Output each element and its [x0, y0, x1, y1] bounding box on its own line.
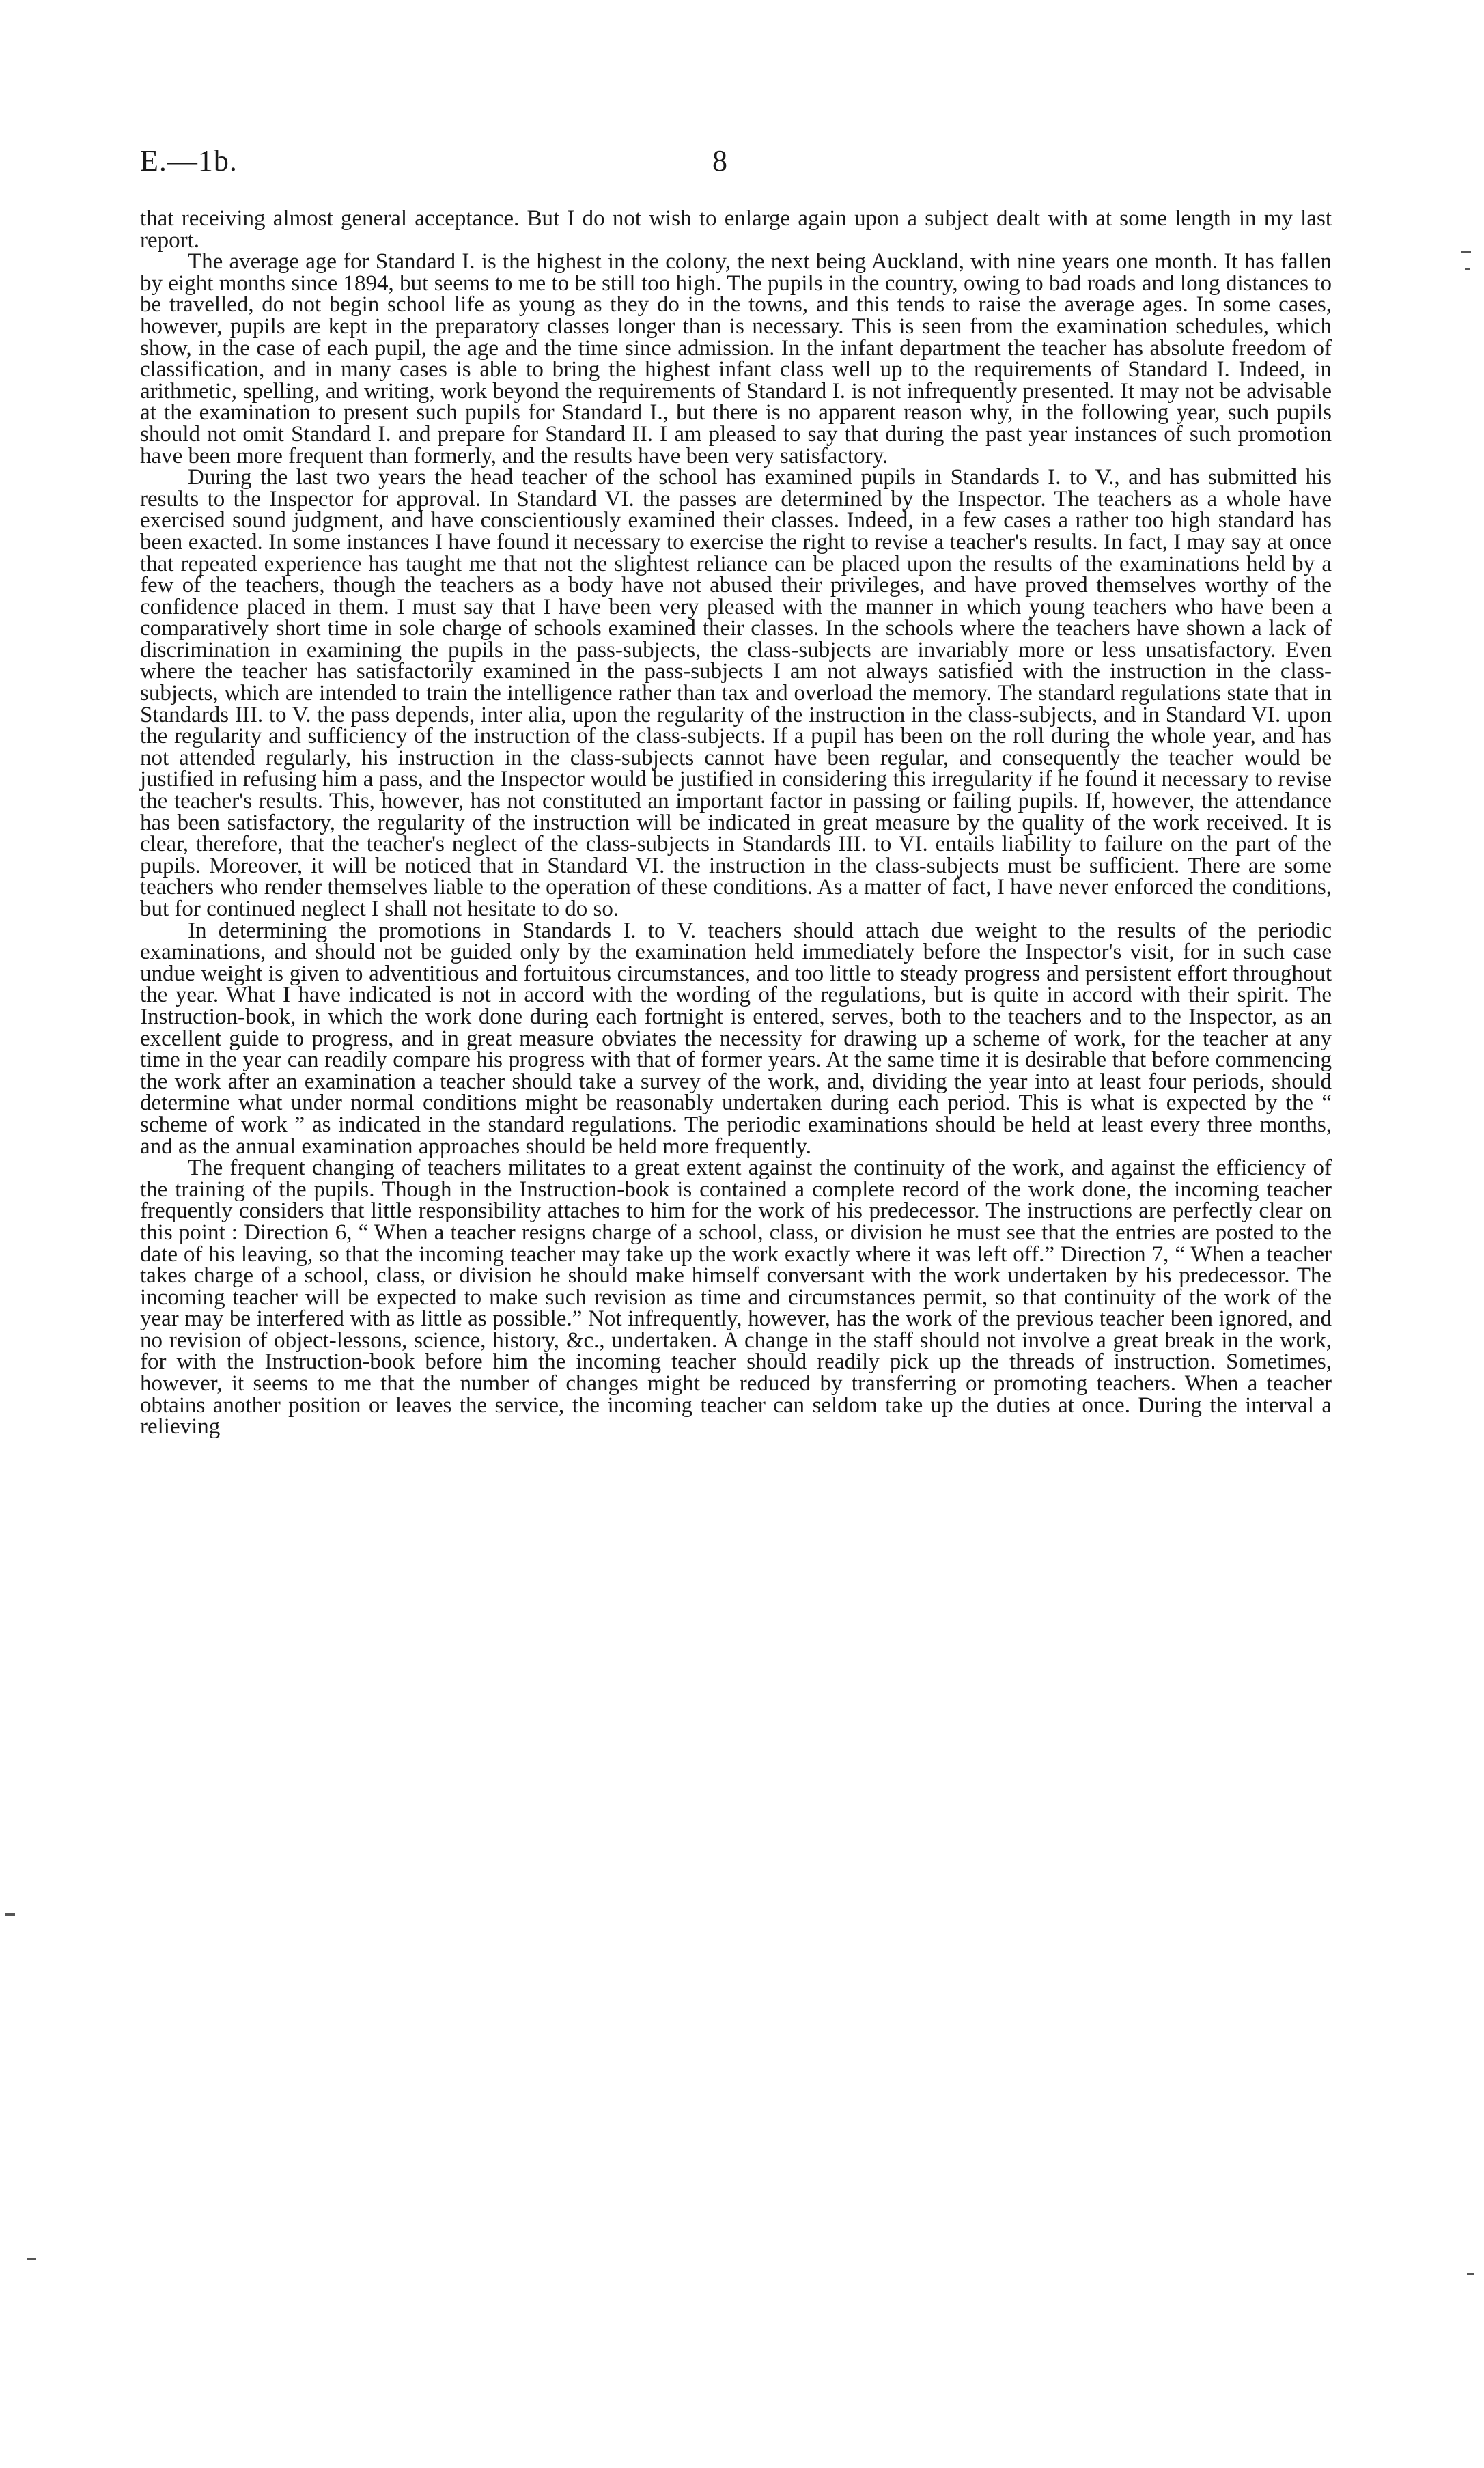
paragraph-continuation: that receiving almost general acceptance. But I do not wish to enlarge again upon a subject dealt with at some length in my last report.: [140, 206, 1332, 253]
page-header: [140, 143, 1332, 184]
paragraph-examinations: During the last two years the head teacher of the school has examined pupils in Standards I. to V., and has submitted his results to the Inspector for approval. In Standard VI. the passes are determined by the Inspector. The teachers as a whole have exercised sound judgment, and have conscientiously examined their classes. Indeed, in a few cases a rather too high standard has been exacted. In some instances I have found it necessary to exercise the right to revise a teacher's results. In fact, I may say at once that repeated experience has taught me that not the slightest reliance can be placed upon the results of the examinations held by a few of the teachers, though the teachers as a body have not abused their privileges, and have proved themselves worthy of the confidence placed in them. I must say that I have been very pleased with the manner in which young teachers who have been a comparatively short time in sole charge of schools examined their classes. In the schools where the teachers have shown a lack of discrimination in examining the pupils in the pass-subjects, the class-subjects are invariably more or less unsatisfactory. Even where the teacher has satisfactorily examined in the pass-subjects I am not always satisfied with the instruction in the class-subjects, which are intended to train the intelligence rather than tax and overload the memory. The standard regulations state that in Standards III. to V. the pass depends, inter alia, upon the regularity of the instruction in the class-subjects, and in Standard VI. upon the regularity and sufficiency of the instruction of the class-subjects. If a pupil has been on the roll during the whole year, and has not attended regularly, his instruction in the class-subjects cannot have been regular, and consequently the teacher would be justified in refusing him a pass, and the Inspector would be justified in considering this irregularity if he found it necessary to revise the teacher's results. This, however, has not constituted an important factor in passing or failing pupils. If, however, the attendance has been satisfactory, the regularity of the instruction will be indicated in great measure by the quality of the work received. It is clear, therefore, that the teacher's neglect of the class-subjects in Standards III. to VI. entails liability to failure on the part of the pupils. Moreover, it will be noticed that in Standard VI. the instruction in the class-subjects must be sufficient. There are some teachers who render themselves liable to the operation of these conditions. As a matter of fact, I have never enforced the conditions, but for continued neglect I shall not hesitate to do so.: [140, 465, 1332, 921]
paragraph-promotions: In determining the promotions in Standards I. to V. teachers should attach due weight to the results of the periodic examinations, and should not be guided only by the examination held immediately before the Inspector's visit, for in such case undue weight is given to adventitious and fortuitous circumstances, and too little to steady progress and persistent effort throughout the year. What I have indicated is not in accord with the wording of the regulations, but is quite in accord with their spirit. The Instruction-book, in which the work done during each fortnight is entered, serves, both to the teachers and to the Inspector, as an excellent guide to progress, and in great measure obviates the necessity for drawing up a scheme of work, for the teacher at any time in the year can readily compare his progress with that of former years. At the same time it is desirable that before commencing the work after an examination a teacher should take a survey of the work, and, dividing the year into at least four periods, should determine what under normal conditions might be reasonably undertaken during each period. This is what is expected by the “ scheme of work ” as indicated in the standard regulations. The periodic examinations should be held at least every three months, and as the annual examination approaches should be held more frequently.: [140, 918, 1332, 1159]
paragraph-teacher-changes: The frequent changing of teachers militates to a great extent against the continuity of the work, and against the efficiency of the training of the pupils. Though in the Instruction-book is contained a complete record of the work done, the incoming teacher frequently considers that little responsibility attaches to him for the work of his predecessor. The instructions are perfectly clear on this point : Direction 6, “ When a teacher resigns charge of a school, class, or division he must see that the entries are posted to the date of his leaving, so that the incoming teacher may take up the work exactly where it was left off.” Direction 7, “ When a teacher takes charge of a school, class, or division he should make himself conversant with the work undertaken by his predecessor. The incoming teacher will be expected to make such revision as time and circumstances permit, so that continuity of the work of the year may be interfered with as little as possible.” Not infrequently, however, has the work of the previous teacher been ignored, and no revision of object-lessons, science, history, &c., undertaken. A change in the staff should not involve a great break in the work, for with the Instruction-book before him the incoming teacher should readily pick up the threads of instruction. Sometimes, however, it seems to me that the number of changes might be reduced by transferring or promoting teachers. When a teacher obtains another position or leaves the service, the incoming teacher can seldom take up the duties at once. During the interval a relieving: [140, 1155, 1332, 1440]
report-body: [140, 208, 1332, 1438]
paragraph-average-age: The average age for Standard I. is the highest in the colony, the next being Auckland, with nine years one month. It has fallen by eight months since 1894, but seems to me to be still too high. The pupils in the country, owing to bad roads and long distances to be travelled, do not begin school life as young as they do in the towns, and this tends to raise the average ages. In some cases, however, pupils are kept in the preparatory classes longer than is necessary. This is seen from the examination schedules, which show, in the case of each pupil, the age and the time since admission. In the infant department the teacher has absolute freedom of classification, and in many cases is able to bring the highest infant class well up to the requirements of Standard I. Indeed, in arithmetic, spelling, and writing, work beyond the requirements of Standard I. is not infrequently presented. It may not be advisable at the examination to present such pupils for Standard I., but there is no apparent reason why, in the following year, such pupils should not omit Standard I. and prepare for Standard II. I am pleased to say that during the past year instances of such promotion have been more frequent than formerly, and the results have been very satisfactory.: [140, 249, 1332, 468]
page-number: 8: [712, 144, 727, 178]
margin-mark: [27, 2258, 36, 2260]
document-reference: E.—1b.: [140, 144, 238, 178]
margin-mark: [1465, 268, 1470, 270]
margin-mark: [1467, 2273, 1474, 2275]
margin-mark: [1461, 251, 1471, 253]
margin-mark: [5, 1913, 15, 1916]
